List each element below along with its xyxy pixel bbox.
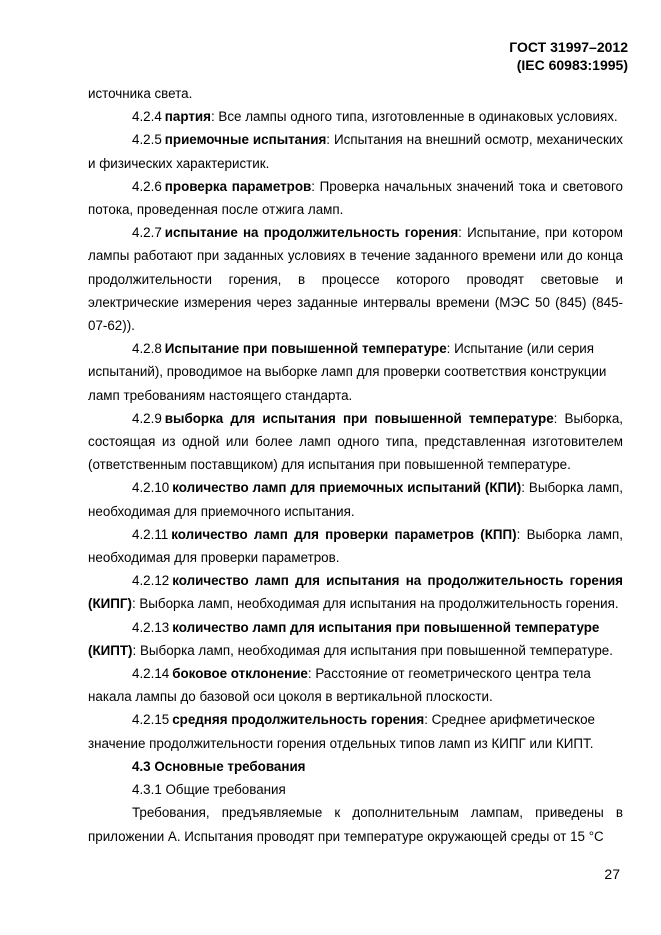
definition-text: : Испытание (или серия испытаний), проводимое на выборке ламп для проверки соответствия конструкции ламп требованиям настоящего стандарта. [88, 341, 607, 403]
definition-text: : Среднее арифметическое значение продолжительности горения отдельных типов ламп из КИПГ или КИПТ. [88, 712, 596, 751]
definition-number: 4.2.14 [132, 666, 170, 682]
definition-text: : Выборка ламп, необходимая для испытания при повышенной температуре. [132, 642, 613, 658]
definition-term: количество ламп для приемочных испытаний (КПИ) [172, 480, 522, 496]
definition-term: приемочные испытания [164, 132, 327, 148]
definition-text: : Выборка ламп, необходимая для проверки параметров. [88, 526, 623, 566]
definition-number: 4.2.11 [132, 526, 169, 542]
document-header [509, 38, 628, 74]
definition-item [88, 523, 623, 569]
definition-term: боковое отклонение [172, 666, 308, 682]
definition-number: 4.2.10 [132, 480, 170, 496]
iec-designation: (IEC 60983:1995) [516, 57, 628, 73]
definition-item [88, 476, 623, 522]
definition-text: : Проверка начальных значений тока и светового потока, проведенная после отжига ламп. [88, 178, 623, 218]
continuation-text: источника света. [88, 86, 193, 101]
definition-item [88, 708, 623, 754]
definition-item [88, 105, 623, 128]
definition-term: количество ламп для испытания на продолжительность горения (КИПГ) [88, 573, 623, 612]
definition-number: 4.2.5 [132, 132, 162, 148]
definition-number: 4.2.13 [132, 619, 170, 635]
definition-number: 4.2.6 [132, 178, 162, 194]
definition-item [88, 662, 623, 708]
definition-term: количество ламп для испытания при повышенной температуре (КИПТ) [88, 619, 600, 658]
section-paragraph: Требования, предъявляемые к дополнительным лампам, приведены в приложении А. Испытания проводят при температуре окружающей среды от 15 °С [88, 805, 623, 844]
definition-term: испытание на продолжительность горения [164, 225, 459, 241]
subsection-heading: 4.3.1 Общие требования [132, 782, 286, 798]
definition-item [88, 175, 623, 221]
definition-text: : Все лампы одного типа, изготовленные в одинаковых условиях. [210, 109, 618, 125]
definition-term: средняя продолжительность горения [172, 712, 425, 728]
definition-term: проверка параметров [164, 178, 312, 194]
definition-item [88, 221, 623, 337]
definition-number: 4.2.7 [132, 225, 162, 241]
definition-number: 4.2.4 [132, 109, 162, 125]
definition-number: 4.2.8 [132, 341, 162, 357]
definition-text: : Испытание, при котором лампы работают при заданных условиях в течение заданного времени или до конца продолжительности горения, в процессе которого проводят световые и электрические измерения через заданные интервалы времени (МЭС 50 (845) (845-07-62)). [88, 225, 623, 334]
standard-designation: ГОСТ 31997–2012 [509, 39, 628, 55]
definition-term: количество ламп для проверки параметров (КПП) [171, 526, 517, 542]
definition-item [88, 128, 623, 174]
definition-term: Испытание при повышенной температуре [164, 341, 447, 357]
definition-item [88, 337, 623, 407]
definition-text: : Выборка, состоящая из одной или более ламп одного типа, представленная изготовителем (ответственным поставщиком) для испытания при повышенной температуре. [88, 410, 623, 473]
definition-text: : Испытания на внешний осмотр, механических и физических характеристик. [88, 132, 623, 171]
definition-number: 4.2.15 [132, 712, 170, 728]
definition-number: 4.2.12 [132, 573, 170, 589]
definition-term: партия [164, 109, 211, 125]
definition-term: выборка для испытания при повышенной температуре [164, 410, 554, 426]
definition-text: : Расстояние от геометрического центра тела накала лампы до базовой оси цоколя в вертикальной плоскости. [88, 666, 591, 705]
definition-text: : Выборка ламп, необходимая для приемочного испытания. [88, 480, 623, 519]
section-heading: 4.3 Основные требования [132, 758, 306, 774]
definition-item [88, 569, 623, 615]
definition-item [88, 407, 623, 477]
document-body [88, 82, 623, 848]
definition-text: : Выборка ламп, необходимая для испытания на продолжительность горения. [131, 596, 619, 612]
definition-number: 4.2.9 [132, 410, 162, 426]
page-number: 27 [604, 866, 620, 882]
definition-item [88, 616, 623, 662]
